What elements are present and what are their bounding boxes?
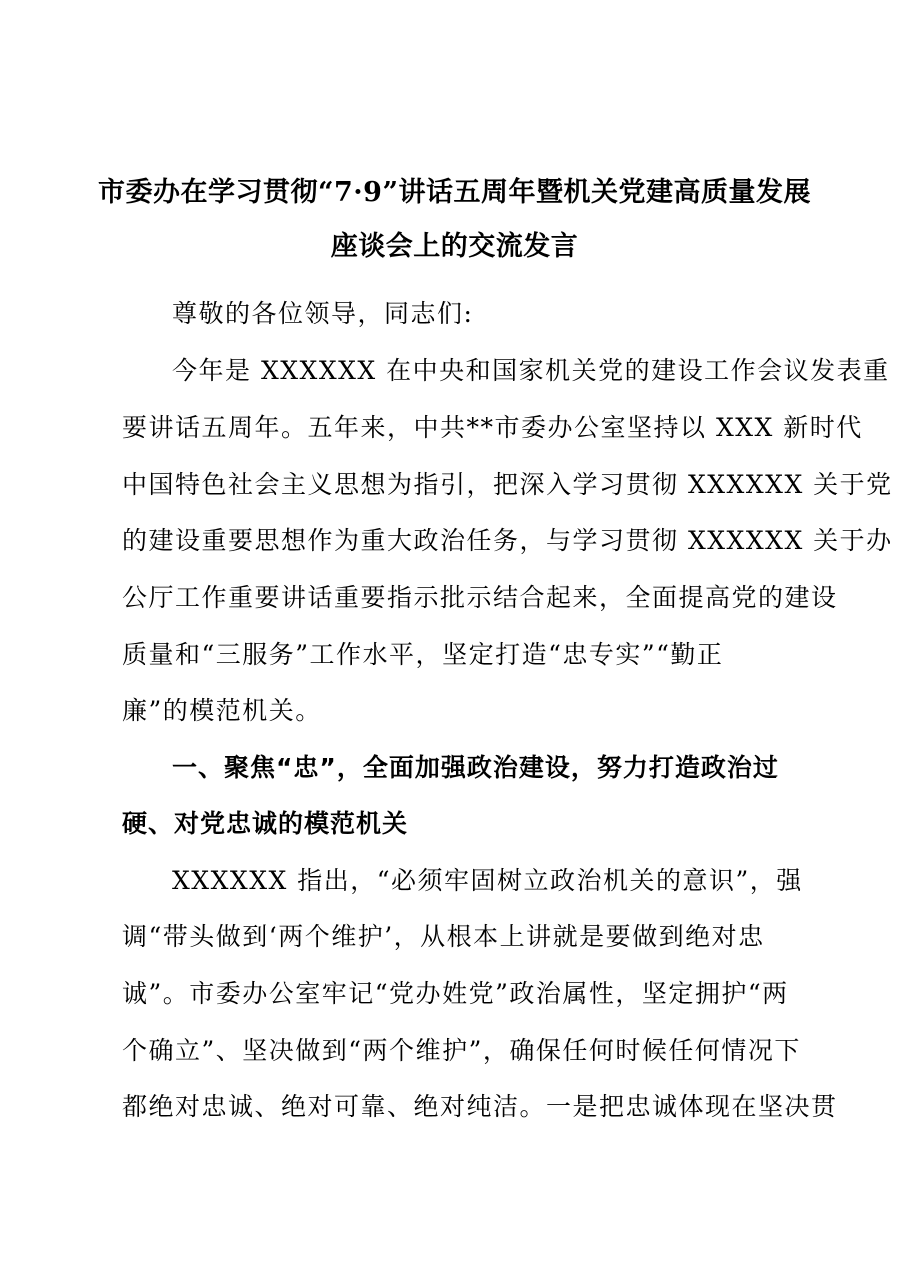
document-title-line-1: 市委办在学习贯彻“7·9”讲话五周年暨机关党建高质量发展 <box>97 177 812 208</box>
section-heading-line-2: 硬、对党忠诚的模范机关 <box>122 809 409 838</box>
salutation: 尊敬的各位领导，同志们: <box>172 299 474 328</box>
paragraph2-line: 调“带头做到‘两个维护’，从根本上讲就是要做到绝对忠 <box>122 922 765 951</box>
paragraph2-line: XXXXXX 指出，“必须牢固树立政治机关的意识”，强 <box>172 866 803 895</box>
paragraph1-line: 质量和“三服务”工作水平，坚定打造“忠专实”“勤正 <box>122 640 724 669</box>
paragraph2-line: 个确立”、坚决做到“两个维护”，确保任何时候任何情况下 <box>122 1036 801 1065</box>
paragraph1-line: 中国特色社会主义思想为指引，把深入学习贯彻 XXXXXX 关于党 <box>122 470 893 499</box>
document-title-line-2: 座谈会上的交流发言 <box>330 231 579 262</box>
paragraph2-line: 诚”。市委办公室牢记“党办姓党”政治属性，坚定拥护“两 <box>122 979 789 1008</box>
paragraph1-line: 廉”的模范机关。 <box>122 696 322 725</box>
paragraph1-line: 的建设重要思想作为重大政治任务，与学习贯彻 XXXXXX 关于办 <box>122 526 893 555</box>
paragraph1-line: 今年是 XXXXXX 在中央和国家机关党的建设工作会议发表重 <box>172 356 890 385</box>
section-heading-line-1: 一、聚焦“忠”，全面加强政治建设，努力打造政治过 <box>172 753 779 782</box>
paragraph1-line: 公厅工作重要讲话重要指示批示结合起来，全面提高党的建设 <box>122 583 838 612</box>
paragraph2-line: 都绝对忠诚、绝对可靠、绝对纯洁。一是把忠诚体现在坚决贯 <box>122 1092 838 1121</box>
paragraph1-line: 要讲话五周年。五年来，中共**市委办公室坚持以 XXX 新时代 <box>122 413 863 442</box>
